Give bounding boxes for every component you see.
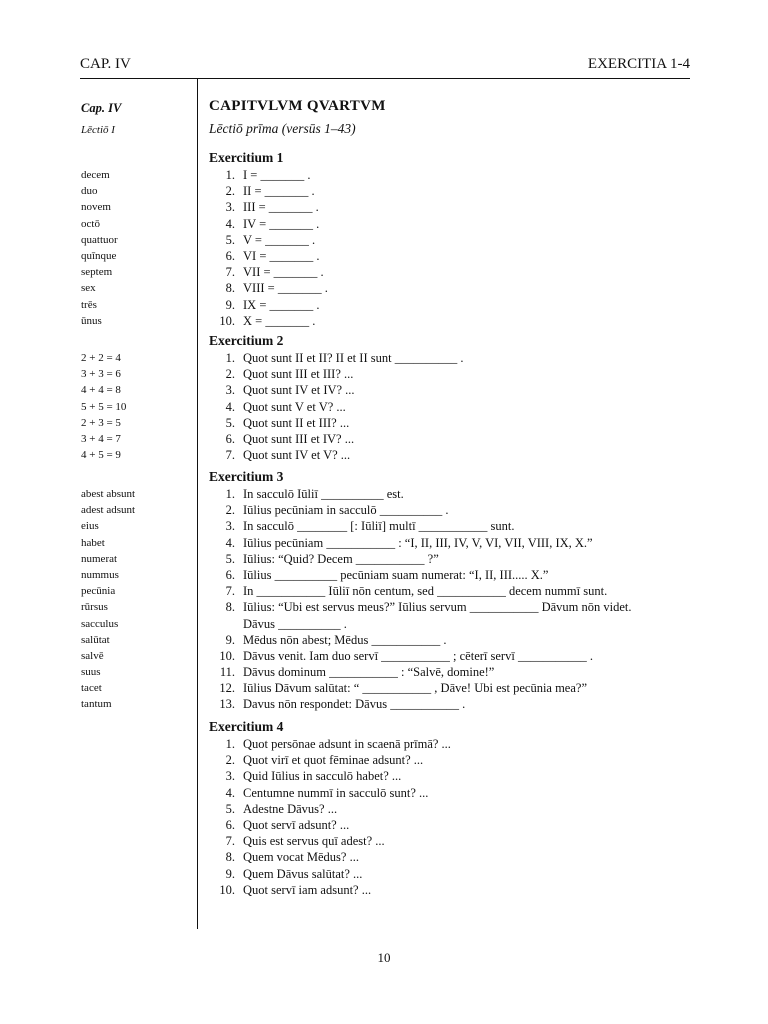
margin-list-item: quattuor xyxy=(81,233,118,246)
exercise-item xyxy=(209,616,699,632)
exercise-item xyxy=(209,264,699,280)
item-number: 4. xyxy=(225,785,235,800)
margin-list-item: 3 + 4 = 7 xyxy=(81,432,121,445)
exercise-item xyxy=(209,696,699,712)
margin-list-item: decem xyxy=(81,169,110,181)
item-text: III = _______ . xyxy=(243,200,319,215)
item-number: 6. xyxy=(225,248,235,263)
margin-list-item: 4 + 4 = 8 xyxy=(81,384,121,397)
margin-list-item: numerat xyxy=(81,552,118,565)
item-text: Mēdus nōn abest; Mēdus ___________ . xyxy=(243,632,447,647)
exercise-title: Exercitium 1 xyxy=(209,150,284,165)
item-number: 7. xyxy=(225,834,235,849)
exercise-item xyxy=(209,648,699,664)
item-text: Quot persōnae adsunt in scaenā prīmā? ... xyxy=(243,737,451,751)
margin-list-item: tantum xyxy=(81,698,112,711)
margin-list-item: 4 + 5 = 9 xyxy=(81,449,121,462)
exercise-item xyxy=(209,535,699,551)
item-text: Dāvus venit. Iam duo servī ___________ ; cēterī servī ___________ . xyxy=(243,648,593,663)
item-number: 6. xyxy=(225,431,235,446)
exercise-item xyxy=(209,297,699,313)
item-number: 10. xyxy=(219,882,235,897)
margin-list-item: 3 + 3 = 6 xyxy=(81,368,121,381)
exercise-item xyxy=(209,216,699,232)
item-number: 8. xyxy=(225,281,235,296)
chapter-title: CAPITVLVM QVARTVM xyxy=(209,98,386,114)
item-text: In sacculō Iūliī __________ est. xyxy=(243,487,404,501)
item-text: Iūlius pecūniam in sacculō __________ . xyxy=(243,503,449,518)
exercise-item xyxy=(209,599,699,615)
exercise-item xyxy=(209,502,699,518)
item-text: Quem Dāvus salūtat? ... xyxy=(243,866,363,881)
exercise-item xyxy=(209,768,699,784)
exercise-item xyxy=(209,551,699,567)
exercise-item xyxy=(209,431,699,447)
item-text: Quot sunt V et V? ... xyxy=(243,399,346,414)
exercise-item xyxy=(209,664,699,680)
item-number: 2. xyxy=(225,503,235,518)
exercise-item xyxy=(209,801,699,817)
exercise-item xyxy=(209,183,699,199)
item-text: VII = _______ . xyxy=(243,265,324,280)
item-number: 3. xyxy=(225,383,235,398)
item-number: 3. xyxy=(225,519,235,534)
item-number: 7. xyxy=(225,265,235,280)
margin-list-item: nummus xyxy=(81,568,119,581)
item-text: VIII = _______ . xyxy=(243,281,328,296)
item-number: 1. xyxy=(225,168,235,182)
item-number: 3. xyxy=(225,769,235,784)
lectio-title: Lēctiō prīma (versūs 1–43) xyxy=(209,121,356,136)
item-number: 7. xyxy=(225,448,235,463)
exercise-item xyxy=(209,248,699,264)
item-number: 2. xyxy=(225,184,235,199)
exercise-item xyxy=(209,167,699,183)
exercise-item xyxy=(209,680,699,696)
header-exercises: EXERCITIA 1-4 xyxy=(587,56,690,72)
item-text: Iūlius: “Quid? Decem ___________ ?” xyxy=(243,551,439,566)
exercise-item xyxy=(209,313,699,329)
item-number: 3. xyxy=(225,200,235,215)
item-text: Quot servī adsunt? ... xyxy=(243,817,350,832)
item-text: Quot sunt III et III? ... xyxy=(243,367,354,382)
margin-list-item: eius xyxy=(81,520,99,533)
main-column xyxy=(209,98,699,897)
item-number: 1. xyxy=(225,351,235,365)
margin-list-item: quīnque xyxy=(81,249,117,262)
exercise-item xyxy=(209,399,699,415)
exercise-item xyxy=(209,415,699,431)
item-number: 7. xyxy=(225,584,235,599)
item-text: Quot sunt II et II? II et II sunt __________ . xyxy=(243,351,464,365)
item-text: Iūlius pecūniam ___________ : “I, II, III, IV, V, VI, VII, VIII, IX, X.” xyxy=(243,535,593,550)
item-text: Iūlius: “Ubi est servus meus?” Iūlius servum ___________ Dāvum nōn videt. xyxy=(243,600,632,615)
item-text: Quot sunt III et IV? ... xyxy=(243,431,355,446)
exercise-title: Exercitium 3 xyxy=(209,469,284,484)
exercise-item xyxy=(209,583,699,599)
margin-list-item: 2 + 2 = 4 xyxy=(81,352,121,364)
exercise-item xyxy=(209,350,699,366)
margin-list-item: sex xyxy=(81,282,96,295)
exercise-item xyxy=(209,817,699,833)
item-number: 4. xyxy=(225,216,235,231)
item-number: 4. xyxy=(225,535,235,550)
item-number: 6. xyxy=(225,567,235,582)
exercise-item xyxy=(209,833,699,849)
exercise-item xyxy=(209,366,699,382)
item-text: Dāvus __________ . xyxy=(243,616,347,631)
margin-list-item: 5 + 5 = 10 xyxy=(81,400,127,413)
exercise-item xyxy=(209,567,699,583)
item-number: 13. xyxy=(219,697,235,712)
margin-list-item: tacet xyxy=(81,682,102,695)
exercise-item xyxy=(209,486,699,502)
margin-list-item: octō xyxy=(81,217,100,230)
exercise-item xyxy=(209,199,699,215)
item-number: 2. xyxy=(225,367,235,382)
margin-list-item: duo xyxy=(81,185,98,198)
margin-list-item: abest absunt xyxy=(81,488,136,500)
column-divider xyxy=(197,79,198,929)
exercise-item xyxy=(209,736,699,752)
item-text: Adestne Dāvus? ... xyxy=(243,801,338,816)
item-number: 1. xyxy=(225,487,235,501)
item-number: 9. xyxy=(225,866,235,881)
item-text: Quid Iūlius in sacculō habet? ... xyxy=(243,769,402,784)
item-text: Quem vocat Mēdus? ... xyxy=(243,850,359,865)
exercise-title: Exercitium 4 xyxy=(209,719,284,734)
item-number: 8. xyxy=(225,850,235,865)
item-text: VI = _______ . xyxy=(243,248,320,263)
item-text: Quot virī et quot fēminae adsunt? ... xyxy=(243,753,424,768)
vocab-list-numbers xyxy=(81,167,118,329)
item-number: 10. xyxy=(219,648,235,663)
item-number: 2. xyxy=(225,753,235,768)
margin-lectio: Lēctiō I xyxy=(81,124,115,136)
item-text: IV = _______ . xyxy=(243,216,320,231)
margin-list-item: adest adsunt xyxy=(81,504,136,517)
item-text: Quis est servus quī adest? ... xyxy=(243,834,385,849)
item-number: 6. xyxy=(225,817,235,832)
running-header xyxy=(80,54,690,79)
exercise-item xyxy=(209,518,699,534)
item-number: 12. xyxy=(219,681,235,696)
margin-list-item: trēs xyxy=(81,298,97,311)
item-text: Centumne nummī in sacculō sunt? ... xyxy=(243,785,429,800)
margin-column xyxy=(81,101,191,711)
item-text: X = _______ . xyxy=(243,313,316,328)
exercise-item xyxy=(209,785,699,801)
margin-list-item: habet xyxy=(81,536,105,549)
margin-list-item: suus xyxy=(81,666,101,679)
margin-list-item: septem xyxy=(81,266,113,279)
item-number: 5. xyxy=(225,801,235,816)
item-text: I = _______ . xyxy=(243,168,311,182)
margin-list-item: sacculus xyxy=(81,617,119,630)
margin-list-item: pecūnia xyxy=(81,585,116,598)
page-number: 10 xyxy=(377,950,391,965)
item-number: 9. xyxy=(225,297,235,312)
item-text: Iūlius Dāvum salūtat: “ ___________ , Dāve! Ubi est pecūnia mea?” xyxy=(243,681,588,696)
item-text: In ___________ Iūliī nōn centum, sed ___________ decem nummī sunt. xyxy=(243,584,608,599)
margin-list-item: salvē xyxy=(81,649,104,662)
margin-chapter: Cap. IV xyxy=(81,101,122,115)
item-text: Davus nōn respondet: Dāvus ___________ . xyxy=(243,697,466,712)
exercise-item xyxy=(209,752,699,768)
exercise-item xyxy=(209,632,699,648)
item-text: Quot sunt IV et V? ... xyxy=(243,448,351,463)
item-number: 1. xyxy=(225,737,235,751)
exercise-3 xyxy=(209,468,699,713)
exercise-item xyxy=(209,382,699,398)
item-text: Quot sunt II et III? ... xyxy=(243,415,350,430)
exercise-item xyxy=(209,447,699,463)
exercise-title: Exercitium 2 xyxy=(209,333,284,348)
vocab-list-words xyxy=(81,486,135,713)
item-text: Quot sunt IV et IV? ... xyxy=(243,383,355,398)
margin-list-item: salūtat xyxy=(81,633,110,646)
exercise-4 xyxy=(209,718,699,898)
margin-list-item: ūnus xyxy=(81,314,102,327)
exercise-1 xyxy=(209,149,699,329)
item-number: 11. xyxy=(219,665,235,680)
item-number: 4. xyxy=(225,399,235,414)
item-text: IX = _______ . xyxy=(243,297,320,312)
item-number: 5. xyxy=(225,415,235,430)
item-text: Dāvus dominum ___________ : “Salvē, domine!” xyxy=(243,665,495,680)
sum-list xyxy=(81,350,126,463)
exercise-2 xyxy=(209,332,699,463)
exercise-item xyxy=(209,866,699,882)
margin-list-item: rūrsus xyxy=(81,601,108,614)
margin-list-item: novem xyxy=(81,201,111,214)
item-text: Quot servī iam adsunt? ... xyxy=(243,882,372,897)
exercise-item xyxy=(209,280,699,296)
margin-list-item: 2 + 3 = 5 xyxy=(81,416,121,429)
item-number: 9. xyxy=(225,632,235,647)
item-text: II = _______ . xyxy=(243,184,315,199)
exercise-item xyxy=(209,232,699,248)
exercise-item xyxy=(209,849,699,865)
item-number: 5. xyxy=(225,551,235,566)
item-number: 5. xyxy=(225,232,235,247)
item-number: 8. xyxy=(225,600,235,615)
item-text: In sacculō ________ [: Iūliī] multī ___________ sunt. xyxy=(243,519,515,534)
exercise-item xyxy=(209,882,699,898)
item-text: Iūlius __________ pecūniam suam numerat: “I, II, III..... X.” xyxy=(243,567,549,582)
item-text: V = _______ . xyxy=(243,232,316,247)
header-chapter: CAP. IV xyxy=(80,56,131,72)
item-number: 10. xyxy=(219,313,235,328)
